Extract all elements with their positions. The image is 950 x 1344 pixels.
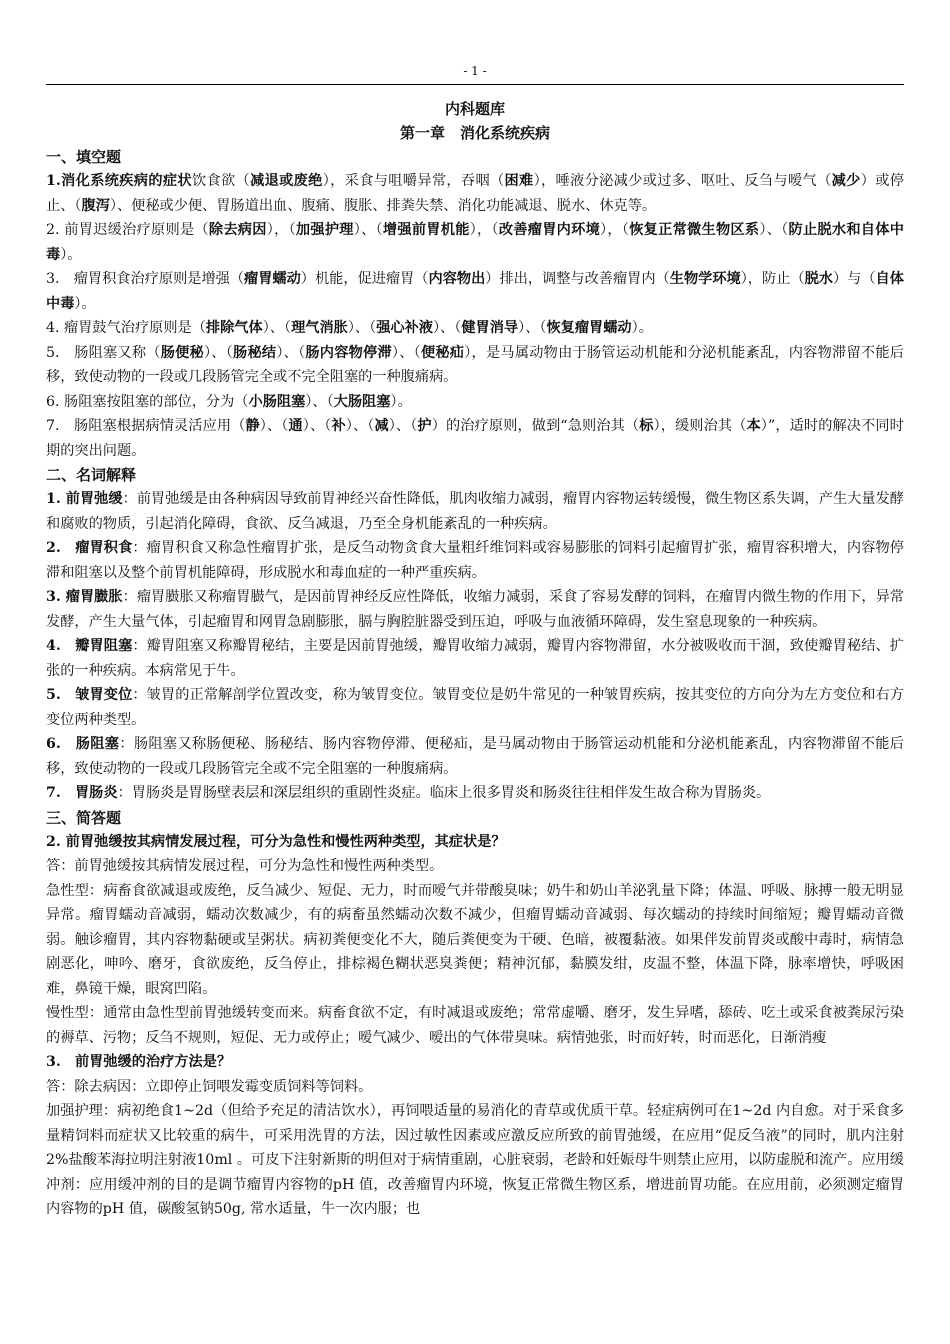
text-run: 2. 前胃迟缓治疗原则是（ [46,222,209,238]
paragraph [46,879,904,1002]
text-run: ）、（ [388,418,418,434]
bold-text: 补 [331,418,346,434]
bold-text: 6. 肠阻塞 [46,736,120,752]
text-run: ）、（ [353,222,383,238]
bold-text: 脱水 [804,271,833,287]
text-run: ：肠阻塞又称肠便秘、肠秘结、肠内容物停滞、便秘疝，是马属动物由于肠管运动机能和分泌机能紊乱，内容物滞留不能后移，致使动物的一段或几段肠管完全或不完全阻塞的一种腹痛病。 [46,736,904,777]
paragraph [46,169,904,218]
text-run: ：胃肠炎是胃肠壁表层和深层组织的重剧性炎症。临床上很多胃炎和肠炎往往相伴发生故合称为胃肠炎。 [117,785,771,801]
text-run: ）。 [60,246,82,263]
bold-text: 7. 胃肠炎 [46,785,118,801]
bold-text: 肠秘结 [233,344,277,361]
text-run: ：瘤胃积食又称急性瘤胃扩张，是反刍动物贪食大量粗纤维饲料或容易膨胀的饲料引起瘤胃扩张，瘤胃容积增大，内容物停滞和阻塞以及整个前胃机能障碍，形成脱水和毒血症的一种严重疾病。 [46,540,904,581]
text-run: ）、便秘或少便、胃肠道出血、腹痛、腹胀、排粪失禁、消化功能减退、脱水、休克等。 [109,197,657,214]
text-run: ）、（ [203,344,234,361]
section-heading: 三、简答题 [46,808,122,827]
bold-text: 除去病因 [208,222,267,238]
bold-text: 2. 瘤胃积食 [46,540,133,556]
bold-text: 本 [746,418,761,434]
text-run: ）、（ [305,393,334,410]
bold-text: 瘤胃蠕动 [244,271,301,287]
bold-text: 小肠阻塞 [248,393,306,410]
text-run: ）的治疗原则，做到“急则治其（ [431,418,640,434]
bold-text: 1. 前胃弛缓 [46,491,123,507]
paragraph [46,854,904,879]
paragraph [46,781,904,806]
bold-text: 标 [639,418,654,434]
text-run: 5. 肠阻塞又称（ [46,344,161,361]
text-run: ），（ [266,222,296,238]
section-heading: 二、名词解释 [46,466,137,484]
text-run: 饮食欲（ [191,173,251,189]
text-run: ）、（ [518,320,547,336]
text-run: ），防止（ [740,271,805,287]
bold-text: 生物学环境 [669,271,741,287]
text-run: ），是马属动物由于肠管运动机能和分泌机能紊乱，内容物滞留不能后移，致使动物的一段或几段肠管完全或不完全阻塞的一种腹痛病。 [46,344,904,385]
paragraph [46,1075,904,1100]
paragraph [46,585,904,634]
chapter-title: 第一章 消化系统疾病 [399,124,550,142]
bold-text: 困难 [504,173,534,189]
text-run: ）。 [390,393,412,410]
text-run: 3. 瘤胃积食治疗原则是增强（ [46,271,245,287]
text-run: ：瘤胃臌胀又称瘤胃臌气，是因前胃神经反应性降低，收缩力减弱，采食了容易发酵的饲料，在瘤胃内微生物的作用下，异常发酵，产生大量气体，引起瘤胃和网胃急剧膨胀，膈与胸腔脏器受到压迫，呼吸与血液循环障碍，发生窒息现象的一种疾病。 [46,589,904,630]
bold-text: 消化系统疾病的症状 [60,173,192,189]
bold-text: 强心补液 [376,320,433,336]
bold-text: 加强护理 [295,222,354,238]
text-run: ）与（ [832,271,876,287]
bold-text: 4. 瓣胃阻塞 [46,638,133,654]
paragraph [46,487,904,536]
text-run: 加强护理：病初绝食1~2d（但给予充足的清洁饮水），再饲喂适量的易消化的青草或优质干草。轻症病例可在1~2d 内自愈。对于采食多量精饲料而症状又比较重的病牛，可采用洗胃的方法，因过敏性因素或应激反应所致的前胃弛缓，在应用“促反刍液”的同时，肌内注射2%盐酸苯海拉明注射液10ml 。可皮下注射新斯的明但对于病情重剧，心脏衰弱，老龄和妊娠母牛则禁止应用，以防虚脱和流产。应用缓冲剂：应用缓冲剂的目的是调节瘤胃内容物的pH 值，改善瘤胃内环境，恢复正常微生物区系，增进前胃功能。在应用前，必须测定瘤胃内容物的pH 值，碳酸氢钠50g, 常水适量，牛一次内服；也 [46,1103,904,1217]
paragraph [46,1099,904,1222]
paragraph [46,1001,904,1050]
bold-text: 改善瘤胃内环境 [498,222,601,238]
bold-text: 2. 前胃弛缓按其病情发展过程，可分为急性和慢性两种类型，其症状是？ [46,833,506,850]
bold-text: 3. 瘤胃臌胀 [46,589,123,605]
paragraph [46,390,904,415]
section-heading: 一、填空题 [46,148,122,166]
bold-text: 健胃消导 [461,320,519,336]
paragraph [46,218,904,267]
bold-text: 护 [417,418,432,434]
text-run: ）、（ [759,222,789,238]
bold-text: 3. 前胃弛缓的治疗方法是？ [46,1054,232,1070]
bold-text: 通 [288,418,303,434]
bold-text: 5. 皱胃变位 [46,687,133,703]
text-run: ）、（ [347,320,377,336]
bold-text: 肠内容物停滞 [305,344,392,361]
bold-text: 减退或废绝 [250,173,323,189]
document-title: 内科题库 [444,100,505,118]
text-run: ），唾液分泌减少或过多、呕吐、反刍与嗳气（ [533,173,832,189]
text-run: 慢性型：通常由急性型前胃弛缓转变而来。病畜食欲不定，有时减退或废绝；常常虚嚼、磨牙，发生异嗜，舔砖、吃土或采食被粪尿污染的褥草、污物；反刍不规则，短促、无力或停止；嗳气减少、嗳出的气体带臭味。病情弛张，时而好转，时而恶化，日渐消瘦 [46,1005,904,1046]
paragraph [46,634,904,683]
text-run: ），缓则治其（ [653,418,747,434]
text-run: ）机能，促进瘤胃（ [300,271,429,287]
text-run: ），（ [600,222,630,238]
paragraph [46,536,904,585]
paragraph [46,732,904,781]
paragraph [46,414,904,463]
paragraph [46,267,904,316]
text-run: ）、（ [345,418,375,434]
bold-text: 自体中毒 [46,271,904,312]
document-page [46,62,904,1222]
paragraph [46,316,904,341]
text-run: ：前胃弛缓是由各种病因导致前胃神经兴奋性降低，肌肉收缩力减弱，瘤胃内容物运转缓慢，微生物区系失调，产生大量发酵和腐败的物质，引起消化障碍，食欲、反刍减退，乃至全身机能紊乱的一种疾病。 [46,491,904,532]
bold-text: 减 [374,418,389,434]
bold-text: 1. [46,173,61,189]
text-run: ）、（ [391,344,421,361]
text-run: 7. 肠阻塞根据病情灵活应用（ [46,418,246,434]
text-run: ）”，适时的解决不同时期的突出问题。 [46,418,904,459]
text-run: ）、（ [262,320,292,336]
text-run: 6. 肠阻塞按阻塞的部位，分为（ [46,393,249,410]
bold-text: 恢复瘤胃蠕动 [546,320,632,336]
bold-text: 大肠阻塞 [333,393,391,410]
paragraph [46,341,904,390]
bold-text: 静 [245,418,260,434]
bold-text: 防止脱水和自体中毒 [46,222,904,263]
paragraph [46,830,904,855]
text-run: ）。 [631,320,653,336]
text-run: ：皱胃的正常解剖学位置改变，称为皱胃变位。皱胃变位是奶牛常见的一种皱胃疾病，按其变位的方向分为左方变位和右方变位两种类型。 [46,687,904,728]
document-body [46,145,904,1222]
text-run: ），（ [469,222,499,238]
text-run: ）或停止、（ [46,173,904,214]
text-run: 答：前胃弛缓按其病情发展过程，可分为急性和慢性两种类型。 [46,858,444,874]
paragraph [46,683,904,732]
bold-text: 腹泻 [81,197,110,214]
bold-text: 排除气体 [205,320,263,336]
header-rule [46,84,904,85]
bold-text: 增强前胃机能 [382,222,470,238]
text-run: ：瓣胃阻塞又称瓣胃秘结，主要是因前胃弛缓，瓣胃收缩力减弱，瓣胃内容物滞留，水分被吸收而干涸，致使瓣胃秘结、扩张的一种疾病。本病常见于牛。 [46,638,904,679]
text-run: ）、（ [302,418,332,434]
bold-text: 理气消胀 [291,320,348,336]
text-run: ）。 [74,295,96,312]
bold-text: 肠便秘 [160,344,204,361]
text-run: ）、（ [259,418,289,434]
paragraph [46,1050,904,1075]
bold-text: 减少 [831,173,861,189]
text-run: ）、（ [432,320,462,336]
bold-text: 内容物出 [428,271,486,287]
text-run: 4. 瘤胃鼓气治疗原则是（ [46,320,206,336]
bold-text: 便秘疝 [420,344,465,361]
text-run: ）排出，调整与改善瘤胃内（ [485,271,670,287]
text-run: 答：除去病因：立即停止饲喂发霉变质饲料等饲料。 [46,1078,373,1095]
text-run: 急性型：病畜食欲减退或废绝，反刍减少、短促、无力，时而嗳气并带酸臭味；奶牛和奶山羊泌乳量下降；体温、呼吸、脉搏一般无明显异常。瘤胃蠕动音减弱，蠕动次数减少，有的病畜虽然蠕动次数不减少，但瘤胃蠕动音减弱、每次蠕动的持续时间缩短；瓣胃蠕动音微弱。触诊瘤胃，其内容物黏硬或呈粥状。病初粪便变化不大，随后粪便变为干硬、色暗，被覆黏液。如果伴发前胃炎或酸中毒时，病情急剧恶化，呻吟、磨牙，食欲废绝，反刍停止，排棕褐色糊状恶臭粪便；精神沉郁，黏膜发绀，皮温不整，体温下降，脉率增快，呼吸困难，鼻镜干燥，眼窝凹陷。 [46,882,904,997]
page-number: - 1 - [463,64,487,78]
bold-text: 恢复正常微生物区系 [629,222,760,238]
text-run: ）、（ [276,344,306,361]
text-run: ），采食与咀嚼异常，吞咽（ [322,173,505,189]
